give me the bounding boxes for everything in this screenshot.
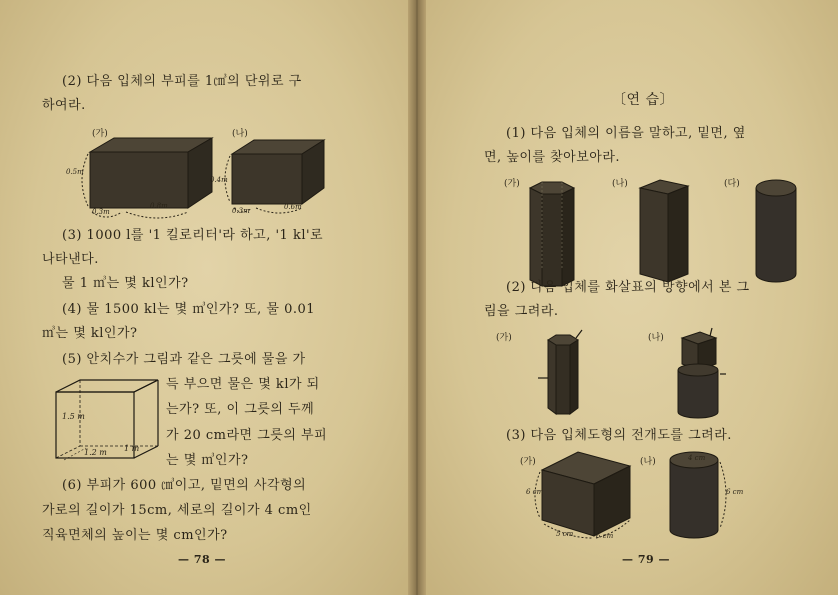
p2-label-b: (나): [648, 333, 664, 343]
fig-b-dim-height: 0.4m: [210, 176, 228, 184]
fig-a-dim-length: 0.8m: [150, 202, 168, 210]
q3-line3: 물 1 ㎥는 몇 kl인가?: [62, 276, 189, 291]
p1-label-b: (나): [612, 179, 628, 189]
p3-line1: (3) 다음 입체도형의 전개도를 그려라.: [506, 428, 732, 443]
hexagonal-prism-figure: [522, 180, 582, 290]
q2-line1: (2) 다음 입체의 부피를 1㎤의 단위로 구: [62, 74, 302, 89]
fig-b-label: (나): [232, 129, 248, 139]
box-dim-height: 1.5 m: [62, 412, 85, 421]
fig-b-dim-depth: 0.3m: [232, 207, 250, 215]
q5-line3: 는가? 또, 이 그릇의 두께: [166, 402, 315, 417]
cube-dim-height: 6 cm: [526, 488, 544, 496]
q5-line1: (5) 안치수가 그림과 같은 그릇에 물을 가: [62, 352, 306, 367]
q4-line1: (4) 물 1500 kl는 몇 ㎥인가? 또, 물 0.01: [62, 302, 316, 317]
fig-a-label: (가): [92, 129, 108, 139]
book-gutter: [408, 0, 426, 595]
q6-line1: (6) 부피가 600 ㎤이고, 밑면의 사각형의: [62, 478, 307, 493]
q5-line5: 는 몇 ㎥인가?: [166, 453, 249, 468]
box-dim-width: 1 m: [124, 444, 140, 453]
cylinder-prism-arrow-figure: [676, 328, 728, 420]
cylinder-net-figure: [666, 450, 726, 540]
q4-line2: ㎥는 몇 kl인가?: [42, 326, 138, 341]
cuboid-b-figure: [228, 134, 328, 214]
q3-line2: 나타낸다.: [42, 252, 99, 267]
p3-label-b: (나): [640, 457, 656, 467]
q2-line2: 하여라.: [42, 98, 86, 113]
hexagonal-prism-arrow-figure: [538, 328, 588, 416]
cube-dim-width: 5 cm: [556, 530, 574, 538]
p1-line2: 면, 높이를 찾아보아라.: [484, 150, 621, 165]
cube-dim-depth: 6 cm: [596, 532, 614, 540]
page-number-79: — 79 —: [622, 553, 670, 566]
square-prism-figure: [638, 178, 694, 286]
cube-figure: [538, 448, 634, 540]
q5-line4: 가 20 cm라면 그릇의 부피: [166, 428, 328, 443]
p2-label-a: (가): [496, 333, 512, 343]
q5-line2: 득 부으면 물은 몇 kl가 되: [166, 377, 320, 392]
p2-line1: (2) 다음 입체를 화살표의 방향에서 본 그: [506, 280, 750, 295]
p1-label-c: (다): [724, 179, 740, 189]
p3-label-a: (가): [520, 457, 536, 467]
exercise-heading: 〔연 습〕: [612, 92, 674, 108]
p2-line2: 림을 그려라.: [484, 304, 559, 319]
cylinder-dim-radius: 4 cm: [688, 454, 706, 462]
fig-a-dim-height: 0.5m: [66, 168, 84, 176]
cylinder-figure: [754, 178, 798, 286]
box-dim-length: 1.2 m: [84, 448, 107, 457]
fig-b-dim-length: 0.6m: [284, 203, 302, 211]
fig-a-dim-depth: 0.3m: [92, 208, 110, 216]
p1-label-a: (가): [504, 179, 520, 189]
cylinder-dim-height: 6 cm: [726, 488, 744, 496]
p1-line1: (1) 다음 입체의 이름을 말하고, 밑면, 옆: [506, 126, 746, 141]
q6-line3: 직육면체의 높이는 몇 cm인가?: [42, 528, 228, 543]
q3-line1: (3) 1000 l를 '1 킬로리터'라 하고, '1 kl'로: [62, 228, 324, 243]
q6-line2: 가로의 길이가 15cm, 세로의 길이가 4 cm인: [42, 503, 312, 518]
open-box-figure: [52, 376, 164, 472]
page-number-78: — 78 —: [178, 553, 226, 566]
